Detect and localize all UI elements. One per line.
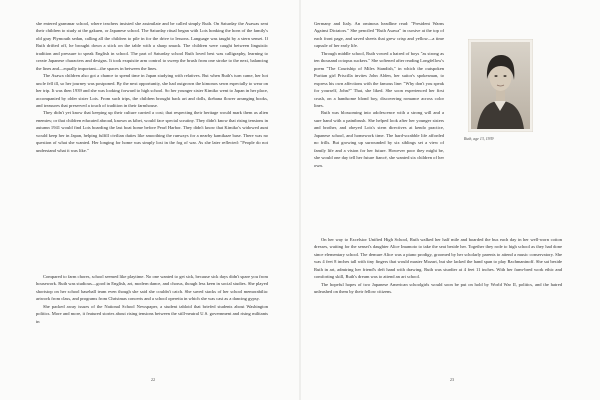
paragraph: She packed away issues of the National School Newspaper, a student tabloid that briefed students about Washington politics. More and more, it featured stories about rising tensions between the still-neutral U.S. government and rising militants in <box>36 303 268 324</box>
right-body-text-upper <box>314 20 444 169</box>
portrait-image <box>468 39 533 132</box>
page-number-right: 23 <box>449 377 455 382</box>
paragraph: Germany and Italy. An ominous headline read: "President Warns Against Dictators." She penciled "Ruth Asawa" in cursive at the top of each front page, and saved sheets that grew crisp and yellow—a time capsule of her early life. <box>314 21 444 49</box>
left-body-text-bottom <box>36 273 268 325</box>
paragraph: Ruth was blossoming into adolescence with a strong will and a sure hand with a paintbrush. She helped look after her younger sisters and brother, and obeyed Lois's stern directives at kendo practice, Japanese school, and homework time. The hard-scrabble life afforded no frills. But growing up surrounded by six siblings set a view of family life and a vision for her future. However poor they might be, she would one day tell her future fiancé, she wanted six children of her own. <box>314 110 444 168</box>
paragraph: On her way to Excelsior Unified High School, Ruth walked her half mile and boarded the bus each day in her well-worn cotton dresses, waiting for the sensei's daughter Alice Imamoto to take the seat beside her. Together they rode to high school as they had done since elementary school. The demure Alice was a piano prodigy, groomed by her scholarly parents to attend a music conservatory. She was 4 feet 8 inches tall with tiny fingers that would master Mozart, but she lacked the hand span to play Rachmaninoff. She sat beside Ruth in art, admiring her friend's deft hand with drawing. Ruth was sturdier at 4 feet 11 inches. With her farm-bred work ethic and comforting skill, Ruth's dream was to attend an art school. <box>314 237 562 280</box>
paragraph: The hopeful hopes of two Japanese American schoolgirls would soon be put on hold by World War II, politics, and the hatred unleashed on them by their fellow citizens. <box>314 281 562 295</box>
paragraph: she entered grammar school, where teachers insisted she assimilate and be called simply Ruth. On Saturday the Asawas sent their children to study at the gakuen, or Japanese school. The Saturday ritual began with Lois honking the horn of the family's old gray Plymouth sedan, calling all the children to pile in for the drive to lessons. Language was taught by a stern sensei. If Ruth drifted off, he brought down a stick on the table with a sharp smack. The children were caught between linguistic tradition and pressure to speak English in school. The part of Saturday school Ruth loved best was calligraphy, learning to create Japanese characters and designs. It took exquisite arm control to sweep the brush from one stroke to the next, balancing the lines and—equally important—the spaces in between the lines. <box>36 21 268 71</box>
left-body-text-top <box>36 20 268 154</box>
photo-caption: Ruth, age 13, 1939 <box>464 137 494 141</box>
page-number-left: 22 <box>150 377 156 382</box>
paragraph: They didn't yet know that keeping up their culture carried a cost; that respecting their heritage would mark them as alien enemies; or that children educated abroad, known as kibei, would face special scrutiny. They didn't know that rising tensions in autumn 1941 would find Lois boarding the last boat home before Pearl Harbor. They didn't know that Kimiko's widowed aunt would keep her in Japan, helping fulfill civilian duties like smoothing the runways for a nearby kamikaze base. There was no question of what she wanted. Her longing for home was simply lost in the fog of war. As she later reflected: "People do not understand what it was like." <box>36 110 268 153</box>
right-page <box>301 0 600 400</box>
portrait-photo <box>468 39 533 132</box>
right-body-text-lower <box>314 236 562 296</box>
paragraph: Compared to farm chores, school seemed like playtime. No one wanted to get sick, because sick days didn't spare you from housework. Ruth was studious—good in English, art, modern dance, and chorus, though less keen in social studies. She played shortstop on her school baseball team even though she said she couldn't catch. She saved stacks of her school memorabilia: artwork from class, and programs from Christmas concerts and a school operetta in which she was cast as a dancing gypsy. <box>36 274 268 302</box>
paragraph: Through middle school, Ruth vowed a hatred of boys "as strong as ten thousand octopus suckers." She softened after reading Longfellow's poem "The Courtship of Miles Standish," in which the outspoken Puritan girl Priscilla invites John Alden, her suitor's spokesman, to express his own affections with the famous line: "Why don't you speak for yourself, John?" That, she liked. She soon experienced her first crush, on a handsome blond boy, discovering romance across color lines. <box>314 50 444 108</box>
paragraph: The Asawa children also got a chance to spend time in Japan studying with relatives. But when Ruth's turn came, her hot uncle fell ill, so her journey was postponed. By the next opportunity, she had outgrown the kimonos sewn especially to wear on her trip. It was then 1939 and she was looking forward to high school. So her younger sister Kimiko went to Japan in her place, accompanied by older sister Lois. From such trips, the children brought back art and dolls, ikebana flower arranging books, and treasures that preserved a touch of tradition in their farmhouse. <box>36 73 268 108</box>
